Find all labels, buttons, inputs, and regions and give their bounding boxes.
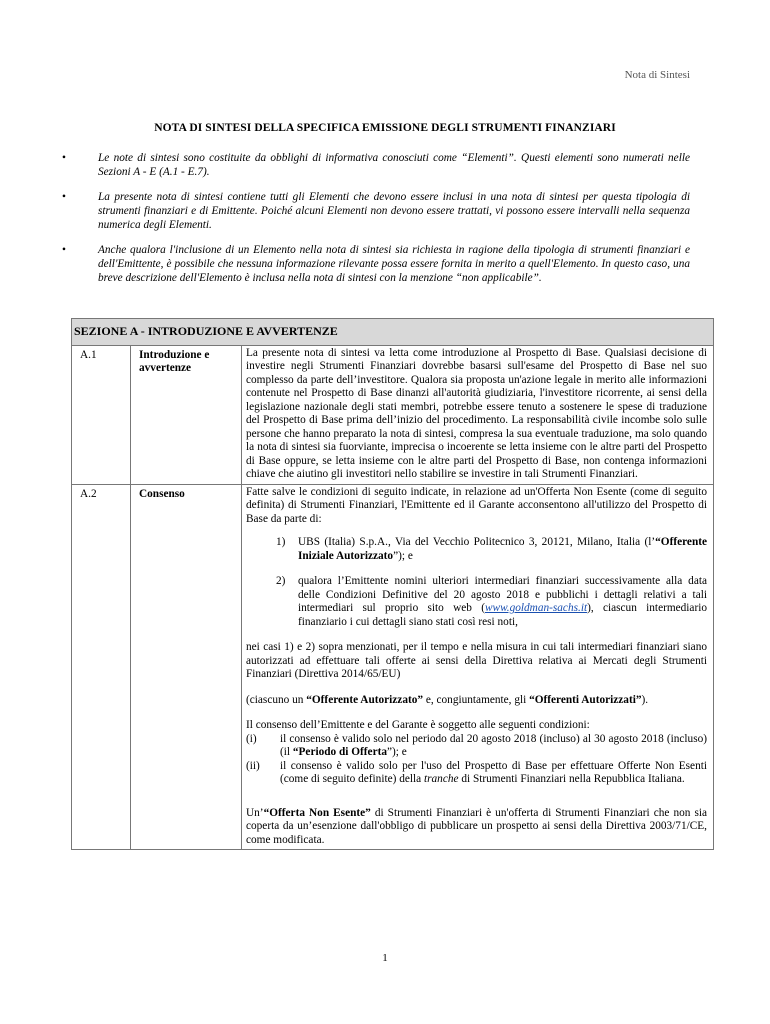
bullet-symbol: • [62, 244, 66, 256]
table-row-a1 [72, 345, 714, 484]
bullet-text: La presente nota di sintesi contiene tutti gli Elementi che devono essere inclusi in una nota di sintesi per questa tipologia di strumenti finanziari e di Emittente. Poiché alcuni Elementi non devono essere trattati, vi possono essere intervalli nella sequenza numerica degli Elementi. [98, 191, 690, 231]
bullet-symbol: • [62, 191, 66, 203]
bullet-item [62, 190, 690, 232]
running-header: Nota di Sintesi [624, 69, 690, 81]
paragraph: nei casi 1) e 2) sopra menzionati, per il tempo e nella misura in cui tali intermediari finanziari siano autorizzati ad effettuare tali offerte ai sensi della Direttiva relativa ai Mercati degli Strumenti Finanziari (Direttiva 2014/65/EU) [246, 641, 707, 680]
element-text [242, 484, 714, 850]
section-a-table [71, 318, 714, 850]
section-heading-row [72, 319, 714, 346]
list-number: 2) [276, 575, 286, 587]
list-text: UBS (Italia) S.p.A., Via del Vecchio Politecnico 3, 20121, Milano, Italia (l’“Offerente Iniziale Autorizzato”); e [298, 536, 707, 562]
page-number: 1 [382, 952, 388, 964]
bullet-text: Anche qualora l'inclusione di un Elemento nella nota di sintesi sia richiesta in ragione della tipologia di strumenti finanziari e dell'Emittente, è possibile che nessuna informazione rilevante possa essere fornita in merito a quell'Elemento. In questo caso, una breve descrizione dell'Elemento è inclusa nella nota di sintesi con la menzione “non applicabile”. [98, 244, 690, 284]
list-item [276, 536, 707, 563]
goldman-sachs-link[interactable]: www.goldman-sachs.it [485, 602, 588, 614]
element-label: Introduzione e avvertenze [131, 345, 242, 484]
element-text: La presente nota di sintesi va letta come introduzione al Prospetto di Base. Qualsiasi decisione di investire negli Strumenti Finanziari dovrebbe basarsi sull'esame del Prospetto di Base nel suo complesso da parte dell’investitore. Qualora sia proposta un'azione legale in merito alle informazioni contenute nel Prospetto di Base dinanzi all'autorità giudiziaria, l'investitore ricorrente, ai sensi della legislazione nazionale degli stati membri, potrebbe essere tenuto a sostenere le spese di traduzione del Prospetto di Base prima dell’inizio del procedimento. La responsabilità civile incombe solo sulle persone che hanno preparato la nota di sintesi, compresa la sua eventuale traduzione, ma solo quando la nota di sintesi sia fuorviante, imprecisa o incoerente se letta insieme con le altre parti del Prospetto di Base oppure, se letta insieme con le altre parti del Prospetto di Base, non contenga informazioni chiave che aiutino gli investitori nello stabilire se investire in tali Strumenti Finanziari. [242, 345, 714, 484]
list-item [276, 575, 707, 629]
numbered-list [246, 536, 707, 629]
bullet-item [62, 151, 690, 179]
bullet-symbol: • [62, 152, 66, 164]
conditions-intro: Il consenso dell’Emittente e del Garante è soggetto alle seguenti condizioni: [246, 719, 590, 731]
bullet-item [62, 243, 690, 285]
element-label: Consenso [131, 484, 242, 850]
element-code: A.2 [72, 484, 131, 850]
paragraph: (ciascuno un “Offerente Autorizzato” e, congiuntamente, gli “Offerenti Autorizzati”). [246, 693, 649, 706]
list-number: 1) [276, 536, 286, 548]
condition-text: il consenso è valido solo per l'uso del Prospetto di Base per effettuare Offerte Non Esenti (come di seguito definite) della tranche di Strumenti Finanziari nella Repubblica Italiana. [280, 759, 707, 785]
condition-item [246, 733, 707, 760]
list-text: qualora l’Emittente nomini ulteriori intermediari finanziari successivamente alla data delle Condizioni Definitive del 20 agosto 2018 e pubblichi i dettagli relativi a tali intermediari sul proprio sito web (www.goldman-sachs.it), ciascun intermediario finanziario i cui dettagli siano stati così resi noti, [298, 575, 707, 628]
condition-number: (i) [246, 732, 257, 745]
condition-item [246, 760, 707, 787]
section-heading: SEZIONE A - INTRODUZIONE E AVVERTENZE [72, 319, 714, 346]
table-row-a2 [72, 484, 714, 850]
condition-text: il consenso è valido solo nel periodo dal 20 agosto 2018 (incluso) al 30 agosto 2018 (incluso) (il “Periodo di Offerta”); e [280, 732, 707, 758]
consent-intro: Fatte salve le condizioni di seguito indicate, in relazione ad un'Offerta Non Esente (come di seguito definita) di Strumenti Finanziari, l'Emittente ed il Garante acconsentono all'utilizzo del Prospetto di Base da parte di: [246, 485, 707, 525]
element-code: A.1 [72, 345, 131, 484]
condition-number: (ii) [246, 759, 260, 772]
bullet-list [62, 151, 690, 296]
definition-paragraph: Un’“Offerta Non Esente” di Strumenti Finanziari è un'offerta di Strumenti Finanziari che non sia coperta da un’esenzione dall'obbligo di pubblicare un prospetto ai sensi della Direttiva 2003/71/CE, come modificata. [246, 806, 707, 846]
document-title: NOTA DI SINTESI DELLA SPECIFICA EMISSIONE DEGLI STRUMENTI FINANZIARI [154, 122, 616, 134]
bullet-text: Le note di sintesi sono costituite da obblighi di informativa conosciuti come “Elementi”. Questi elementi sono numerati nelle Sezioni A - E (A.1 - E.7). [98, 152, 690, 178]
